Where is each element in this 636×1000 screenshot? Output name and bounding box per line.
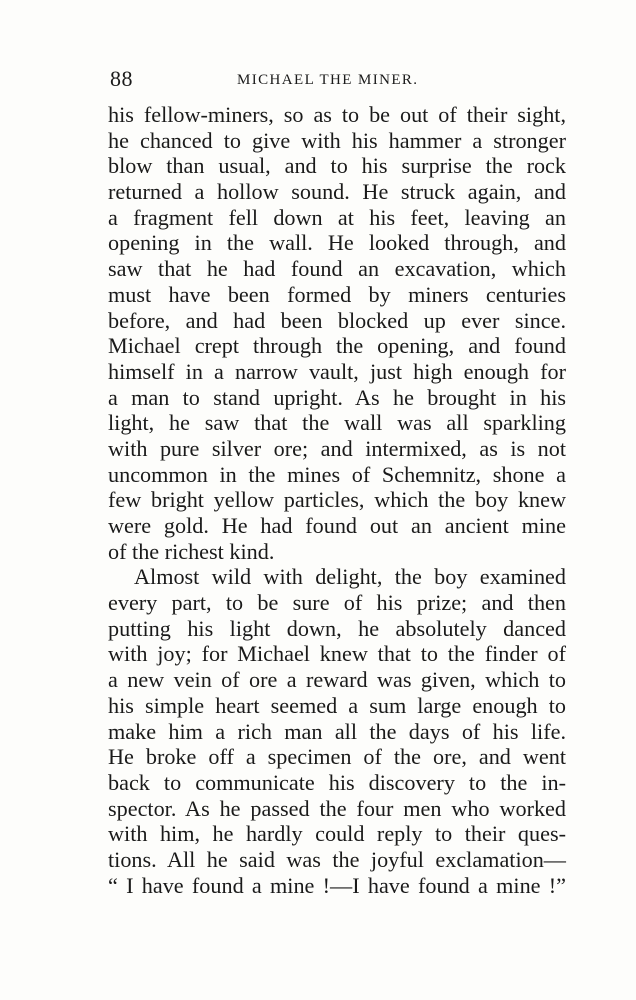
- body-text: [108, 102, 566, 898]
- text-line: “ I have found a mine !—I have found a mine !”: [108, 872, 566, 898]
- text-line: few bright yellow particles, which the boy knew: [108, 487, 566, 513]
- text-line: his simple heart seemed a sum large enough to: [108, 692, 566, 718]
- text-line: saw that he had found an excavation, which: [108, 256, 566, 282]
- text-line: make him a rich man all the days of his life.: [108, 718, 566, 744]
- running-head: MICHAEL THE MINER.: [237, 72, 419, 88]
- text-line: tions. All he said was the joyful exclamation—: [108, 846, 566, 872]
- text-line: his fellow-miners, so as to be out of their sight,: [108, 102, 566, 127]
- text-line: spector. As he passed the four men who worked: [108, 795, 566, 821]
- text-line: light, he saw that the wall was all sparkling: [108, 410, 566, 436]
- text-line: Almost wild with delight, the boy examined: [134, 564, 566, 590]
- text-line: Michael crept through the opening, and found: [108, 333, 566, 359]
- text-line: himself in a narrow vault, just high enough for: [108, 358, 566, 384]
- text-line: opening in the wall. He looked through, and: [108, 230, 566, 256]
- text-line: of the richest kind.: [108, 538, 275, 564]
- text-line: returned a hollow sound. He struck again, and: [108, 179, 566, 205]
- page-header: [110, 66, 570, 94]
- text-line: uncommon in the mines of Schemnitz, shone a: [108, 461, 566, 487]
- text-line: back to communicate his discovery to the in-: [108, 769, 566, 795]
- text-line: before, and had been blocked up ever since.: [108, 307, 566, 333]
- text-line: must have been formed by miners centuries: [108, 281, 566, 307]
- text-line: He broke off a specimen of the ore, and went: [108, 744, 566, 770]
- text-line: putting his light down, he absolutely danced: [108, 615, 566, 641]
- text-line: with pure silver ore; and intermixed, as is not: [108, 435, 566, 461]
- text-line: blow than usual, and to his surprise the rock: [108, 153, 566, 179]
- text-line: he chanced to give with his hammer a stronger: [108, 127, 566, 153]
- text-line: a fragment fell down at his feet, leaving an: [108, 204, 566, 230]
- text-line: a man to stand upright. As he brought in his: [108, 384, 566, 410]
- text-line: a new vein of ore a reward was given, which to: [108, 667, 566, 693]
- text-line: every part, to be sure of his prize; and then: [108, 590, 566, 616]
- text-line: were gold. He had found out an ancient mine: [108, 513, 566, 538]
- text-line: with joy; for Michael knew that to the finder of: [108, 641, 566, 667]
- text-line: with him, he hardly could reply to their ques-: [108, 821, 566, 847]
- page-number: 88: [110, 66, 133, 91]
